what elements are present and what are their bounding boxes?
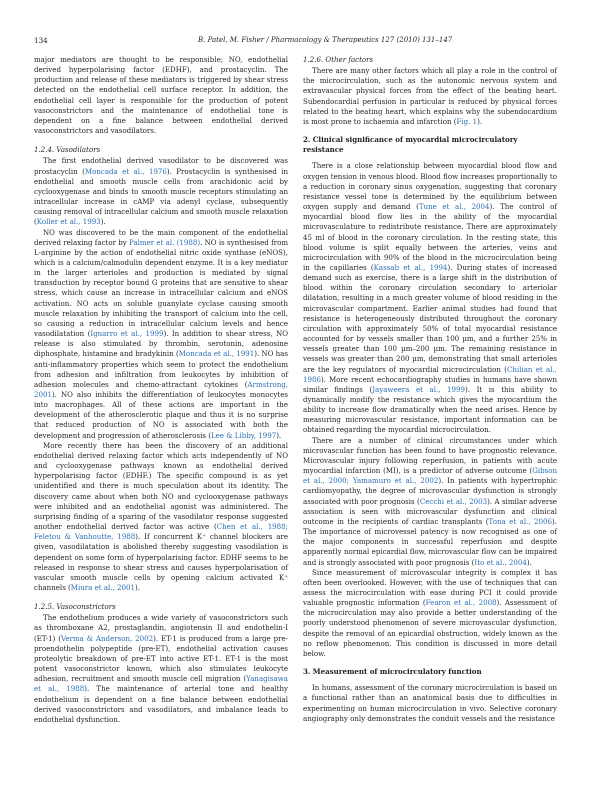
- body-text: . NO is synthesised from L-arginine by the action of endothelial nitric oxide synthase (eNOS), which is a calcium/calmodulin dependent enzyme. It is a key mediator in the larger arterioles and production is mediated by signal transduction by receptor bound G proteins that are sensitive to shear stress, which cause an increase in intracellular calcium and eNOS activation. NO acts on soluble guanylate cyclase causing smooth muscle relaxation by inhibiting the transport of calcium into the cell, so causing a reduction in intracellular calcium levels and hence vasodilatation (: [34, 237, 288, 339]
- citation-link[interactable]: Koller et al., 1993: [36, 217, 101, 227]
- paragraph: [34, 613, 288, 725]
- body-text: There are many other factors which all play a role in the control of the microcirculation, such as the autonomic nervous system and extravascular physical forces from the effect of the beating heart. Subendocardial perfusion in particular is reduced by physical forces related to the beating heart, which explains why the subendocardium is most prone to ischaemia and infarction (: [303, 66, 557, 126]
- right-column: [303, 55, 557, 724]
- body-text: major mediators are thought to be responsible; NO, endothelial derived hyperpolarising factor (EDHF), and prostacyclin. The production and release of these mediators is triggered by shear stress detected on the endothelial cell surface receptor. In addition, the endothelial cell layer is responsible for the production of potent vasoconstrictors and the maintenance of endothelial tone is dependent on a fine balance between endothelial derived vasoconstrictors and vasodilators.: [34, 55, 288, 136]
- paragraph: [303, 568, 557, 659]
- paragraph: [303, 161, 557, 435]
- body-text: NO was discovered to be the main component of the endothelial derived relaxing factor by: [34, 227, 288, 247]
- body-text: ).: [526, 557, 532, 567]
- body-text: ). It is this ability to dynamically modify the resistance which gives the myocardium the ability to increase flow dramatically when the need arises. Hence by measuring microvascular resistance, important information can be obtained regarding the myocardial microcirculation.: [303, 384, 557, 435]
- citation-link[interactable]: Cecchi et al., 2003: [419, 496, 488, 506]
- citation-link[interactable]: Gibson et al., 2000; Yamamuro et al., 2002: [303, 466, 557, 486]
- page-header: [0, 0, 600, 45]
- body-text: ). A similar adverse association is seen with microvascular dysfunction and clinical outcome in the recipients of cardiac transplants (: [303, 496, 557, 526]
- running-head: B. Patel, M. Fisher / Pharmacology & Therapeutics 127 (2010) 131–147: [198, 36, 453, 44]
- body-text: ). In patients with hypertrophic cardiomyopathy, the degree of microvascular dysfunction is strongly associated with poor prognosis (: [303, 476, 557, 506]
- body-text: ). The control of myocardial blood flow lies in the ability of the myocardial microvasculature to redistribute resistance. There are approximately 45 ml of blood in the coronary circulation. In the resting state, this blood volume is split equally between the arteries, veins and microcirculation with 90% of the blood in the microcirculation being in the capillaries (: [303, 202, 558, 272]
- body-text: ). Assessment of the microcirculation may also provide a better understanding of the poorly understood phenomenon of severe microvascular dysfunction, despite the removal of an epicardial obstruction, widely known as the no reflow phenomenon. This condition is discussed in more detail below.: [303, 598, 557, 658]
- citation-link[interactable]: Kassab et al., 1994: [373, 262, 448, 272]
- body-text: ). ET-1 is produced from a large pre-proendothelin polypeptide (pre-ET), endothelial activation causes proteolytic breakdown of pre-ET into active ET-1. ET-1 is the most potent vasoconstrictor known, which also stimulates leukocyte adhesion, recruitment and smooth muscle cell migration (: [34, 633, 289, 684]
- subsection-heading-vasodilators: 1.2.4. Vasodilators: [34, 145, 101, 155]
- section-heading-clinical-significance: 2. Clinical significance of myocardial microcirculatory resistance: [303, 135, 518, 155]
- citation-link[interactable]: Moncada et al., 1991: [178, 349, 255, 359]
- paragraph: [34, 156, 288, 227]
- citation-link[interactable]: Yanagisawa et al., 1988: [34, 674, 288, 694]
- body-text: There are a number of clinical circumstances under which microvascular function has been found to have prognostic relevance. Microvascular injury following reperfusion, in patients with acute myocardial infarction (MI), is a predictor of adverse outcome (: [303, 435, 557, 476]
- citation-link[interactable]: Fig. 1: [456, 116, 478, 126]
- citation-link[interactable]: Jayaweera et al., 1999: [372, 384, 465, 394]
- citation-link[interactable]: Fearon et al., 2008: [425, 598, 497, 608]
- body-text: ). The maintenance of arterial tone and healthy endothelium is dependent on a fine balance between endothelial derived vasoconstrictors and vasodilators, and imbalance leads to endothelial dysfunction.: [34, 684, 288, 724]
- citation-link[interactable]: Miura et al., 2001: [70, 582, 135, 592]
- body-text: The first endothelial derived vasodilator to be discovered was prostacyclin (: [34, 156, 288, 176]
- body-text: There is a close relationship between myocardial blood flow and oxygen tension in venous blood. Blood flow increases proportionally to a reduction in coronary sinus oxygenation, suggesting that coronary resistance vessel tone is determined by the equilibrium between oxygen supply and demand (: [303, 161, 557, 212]
- body-text: In humans, assessment of the coronary microcirculation is based on a functional rather than an anatomical basis due to difficulties in experimenting on human microcirculation in vivo. Selective coronary angiography only demonstrates the conduit vessels and the resistance: [303, 683, 557, 723]
- section-heading-measurement: 3. Measurement of microcirculatory function: [303, 667, 482, 677]
- citation-link[interactable]: Chilian et al., 1986: [303, 364, 557, 384]
- citation-link[interactable]: Moncada et al., 1976: [84, 166, 167, 176]
- body-text: ).: [276, 430, 282, 440]
- page-number: 134: [34, 36, 48, 45]
- paragraph: [34, 228, 288, 441]
- citation-link[interactable]: Armstrong, 2001: [34, 379, 288, 399]
- body-text: ). The importance of microvessel patency is now recognised as one of the major components in successful reperfusion and despite apparently normal epicardial flow, microvascular flow can be impaired and is strongly associated with poor prognosis (: [303, 516, 557, 567]
- body-text: ). NO also inhibits the differentiation of leukocytes monocytes into macrophages. All of these actions are important in the development of the atherosclerotic plaque and thus it is no surprise that reduced production of NO is associated with both the development and progression of atherosclerosis (: [34, 390, 288, 440]
- body-text: ).: [100, 217, 106, 227]
- body-text: ). More recent echocardiography studies in humans have shown similar findings (: [303, 374, 557, 394]
- body-text: ). During states of increased demand such as exercise, there is a large shift in the distribution of blood within the coronary circulation secondary to arteriolar dilatation, resulting in a much greater volume of blood residing in the microvascular compartment. Earlier animal studies had found that resistance is heterogeneously distributed throughout the coronary circulation with approximately 50% of total myocardial resistance accounted for by vessels smaller than 100 µm, and a further 25% in vessels greater than 100 µm–200 µm. The remaining resistance in vessels was greater than 200 µm, demonstrating that small arterioles are the key regulators of myocardial microcirculation (: [303, 262, 557, 374]
- citation-link[interactable]: Tune et al., 2004: [418, 202, 490, 212]
- citation-link[interactable]: Lee & Libby, 1997: [211, 430, 277, 440]
- paragraph: [303, 436, 557, 568]
- paragraph: [34, 441, 288, 593]
- body-text: More recently there has been the discovery of an additional endothelial derived relaxing factor which acts independently of NO and cyclooxygenase pathways known as endothelial derived hyperpolarising factor (EDHF.) The specific compound is as yet unidentified and there is much speculation about its identity. The discovery came about when both NO and cyclooxygenase pathways were inhibited and an endothelial agonist was administered. The surprising finding of a sparing of the vasodilator response suggested another endothelial derived factor was active (: [34, 440, 288, 532]
- body-text: ).: [477, 116, 483, 126]
- subsection-heading-vasoconstrictors: 1.2.5. Vasoconstrictors: [34, 602, 116, 612]
- citation-link[interactable]: Palmer et al. (1988): [129, 237, 201, 247]
- subsection-heading-other-factors: 1.2.6. Other factors: [303, 55, 374, 64]
- left-column: [34, 55, 288, 725]
- body-text: ). In addition to shear stress, NO release is also stimulated by thrombin, serotonin, adenosine diphosphate, histamine and bradykinin (: [34, 329, 288, 359]
- body-text: Since measurement of microvascular integrity is complex it has often been overlooked. However, with the use of techniques that can assess the microcirculation with ease during PCI it could provide valuable prognostic information (: [303, 567, 557, 608]
- citation-link[interactable]: Chen et al., 1988; Feletou & Vanhoutte, 1988: [34, 522, 289, 542]
- citation-link[interactable]: Verma & Anderson, 2002: [60, 633, 154, 643]
- paragraph: [303, 683, 557, 724]
- paragraph: [34, 55, 288, 136]
- body-text: The endothelium produces a wide variety of vasoconstrictors such as thromboxane A2, prostaglandin, angiotensin II and endothelin-I (ET-1) (: [34, 613, 288, 643]
- citation-link[interactable]: Tona et al., 2006: [488, 516, 552, 526]
- body-text: ). Prostacyclin is synthesised in endothelial and smooth muscle cells from arachidonic acid by cyclooxygenase and binds to smooth muscle receptors stimulating an intracellular increase in cAMP via adenyl cyclase, subsequently causing removal of intracellular calcium and smooth muscle relaxation (: [34, 166, 288, 227]
- paragraph: [303, 66, 557, 127]
- citation-link[interactable]: Ignarro et al., 1999: [90, 329, 164, 339]
- body-text: ). NO has anti-inflammatory properties which seem to protect the endothelium from adhesion and infiltration from leukocytes by inhibition of adhesion molecules and chemo-attractant cytokines (: [34, 349, 288, 389]
- body-text: ). If concurrent K⁺ channel blockers are given, vasodilatation is abolished thereby suggesting vasodilation is dependent on some form of hyperpolarising factor. EDHF seems to be released in response to shear stress and causes hyperpolarisation of vascular smooth muscle cells by opening calcium activated K⁺ channels (: [34, 532, 288, 592]
- body-text: ).: [134, 582, 140, 592]
- citation-link[interactable]: Ito et al., 2004: [474, 557, 527, 567]
